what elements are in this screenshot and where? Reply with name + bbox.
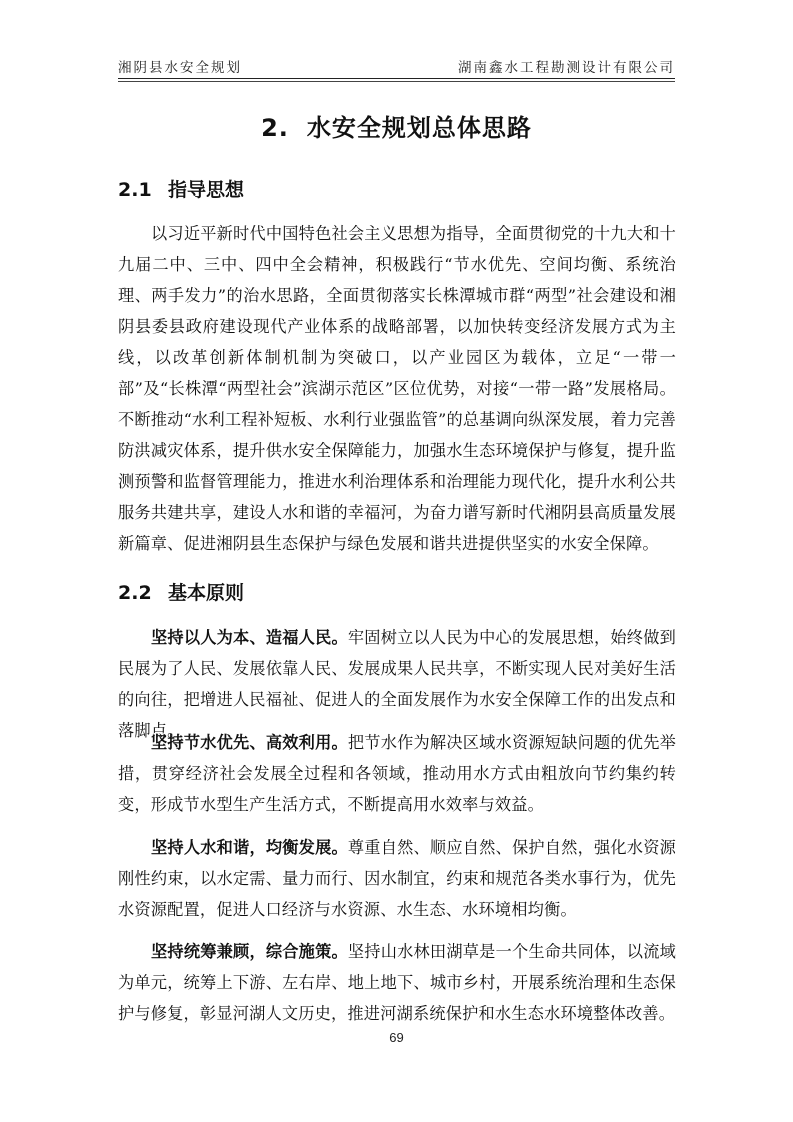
header-rule [118, 78, 675, 79]
header-company-name: 湖南鑫水工程勘测设计有限公司 [458, 60, 675, 76]
principle-coordination [118, 936, 676, 1029]
running-header [118, 52, 675, 76]
page-number: 69 [389, 1030, 404, 1045]
paragraph-text: 以习近平新时代中国特色社会主义思想为指导，全面贯彻党的十九大和十九届二中、三中、四中全会精神，积极践行“节水优先、空间均衡、系统治理、两手发力”的治水思路，全面贯彻落实长株潭城市群“两型”社会建设和湘阴县委县政府建设现代产业体系的战略部署，以加快转变经济发展方式为主线，以改革创新体制机制为突破口，以产业园区为载体，立足“一带一部”及“长株潭“两型社会”滨湖示范区”区位优势，对接“一带一路”发展格局。不断推动“水利工程补短板、水利行业强监管”的总基调向纵深发展，着力完善防洪减灾体系，提升供水安全保障能力，加强水生态环境保护与修复，提升监测预警和监督管理能力，推进水利治理体系和治理能力现代化，提升水利公共服务共建共享，建设人水和谐的幸福河，为奋力谱写新时代湘阴县高质量发展新篇章、促进湘阴县生态保护与绿色发展和谐共进提供坚实的水安全保障。 [118, 224, 676, 553]
principle-harmony [118, 832, 676, 925]
section-title-text: 基本原则 [168, 582, 245, 604]
section-heading-2-2 [118, 578, 244, 605]
header-document-title: 湘阴县水安全规划 [118, 60, 242, 76]
principle-lead: 坚持统筹兼顾，综合施策。 [151, 942, 348, 961]
header-rule-thin [118, 81, 675, 82]
principle-text: 把节水作为解决区域水资源短缺问题的优先举措，贯穿经济社会发展全过程和各领域，推动用水方式由粗放向节约集约转变，形成节水型生产生活方式，不断提高用水效率与效益。 [118, 733, 677, 814]
section-title-text: 指导思想 [168, 179, 245, 201]
principle-lead: 坚持人水和谐，均衡发展。 [151, 838, 348, 857]
principle-text: 坚持山水林田湖草是一个生命共同体，以流域为单元，统筹上下游、左右岸、地上地下、城市乡村，开展系统治理和生态保护与修复，彰显河湖人文历史，推进河湖系统保护和水生态水环境整体改善。 [118, 942, 677, 1023]
chapter-number: 2. [261, 114, 289, 142]
principle-water-saving [118, 727, 676, 820]
section-heading-2-1 [118, 175, 244, 202]
section-number: 2.2 [118, 582, 152, 604]
chapter-title-text: 水安全规划总体思路 [306, 114, 532, 142]
principle-text: 尊重自然、顺应自然、保护自然，强化水资源刚性约束，以水定需、量力而行、因水制宜，约束和规范各类水事行为，优先水资源配置，促进人口经济与水资源、水生态、水环境相均衡。 [118, 838, 677, 919]
principle-lead: 坚持以人为本、造福人民。 [151, 628, 348, 647]
principle-lead: 坚持节水优先、高效利用。 [151, 733, 348, 752]
chapter-title [0, 108, 793, 143]
section-number: 2.1 [118, 179, 152, 201]
principle-text: 牢固树立以人民为中心的发展思想，始终做到民展为了人民、发展依靠人民、发展成果人民共享，不断实现人民对美好生活的向往，把增进人民福祉、促进人的全面发展作为水安全保障工作的出发点和落脚点。 [118, 628, 677, 740]
paragraph-guiding-thought [118, 218, 676, 559]
